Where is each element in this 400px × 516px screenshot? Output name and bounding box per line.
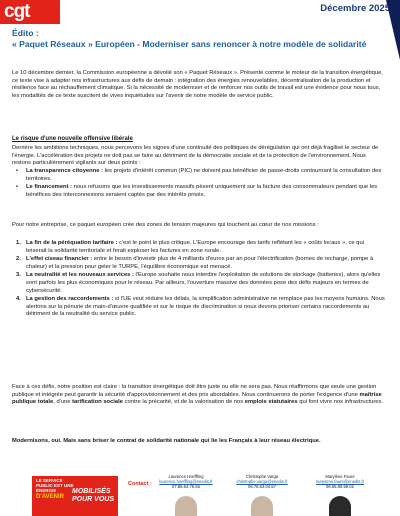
list-item: [12, 184, 386, 199]
numbered-list: [12, 240, 386, 320]
item-number: 3.: [16, 272, 21, 279]
campaign-logo: [32, 476, 118, 516]
contact-phone: 06.65.89.59.02: [326, 484, 354, 490]
issue-date: Décembre 2025: [320, 3, 390, 14]
item-title: L'effet ciseau financier :: [26, 256, 93, 263]
bullet-list: [12, 168, 386, 200]
section-title: Le risque d'une nouvelle offensive libérale: [12, 136, 133, 142]
list-item: [12, 240, 386, 255]
campaign-line-2: D'AVENIR: [36, 494, 64, 500]
contact-label: Contact :: [128, 481, 152, 487]
header: [0, 0, 400, 24]
final-statement: Modernisons, oui. Mais sans briser le contrat de solidarité nationale qui lie les Français à leur réseau électrique.: [12, 438, 321, 444]
intro-paragraph: Le 10 décembre dernier, la Commission européenne a dévoilé son « Paquet Réseaux ». Présenté comme le moteur de la transition énergétique, ce texte vise à adapter nos infrastructures aux défis de demain : intégration des énergies renouvelables, décentralisation de la production et résilience face au réchauffement climatique. Si la nécessité de moderniser et de renforcer nos outils de travail est une évidence pour nous tous, les modalités de ce texte suscitent de vives inquiétudes sur l'avenir de notre modèle de service public.: [12, 70, 383, 99]
list-item: [12, 168, 386, 183]
contact-name: Christophe Varga: [245, 474, 279, 479]
avatar: [175, 496, 197, 516]
contact-card: [146, 474, 226, 490]
edito-heading: [12, 28, 372, 49]
contact-name: Marylène Faure: [325, 474, 355, 479]
item-text: l'Europe souhaite nous interdire l'exploitation de solutions de stockage (batteries), alors qu'elles sont parfois les plus économiques pour le réseau. Par ailleurs, l'ouverture massive des données pose des défis majeurs en termes de cybersécurité.: [26, 272, 381, 294]
item-title: La gestion des raccordements :: [26, 296, 114, 303]
bullet-marker: •: [16, 184, 19, 191]
item-title: La transparence citoyenne :: [26, 168, 103, 174]
item-text: c'est le point le plus critique. L'Europe encourage des tarifs reflétant les « coûts locaux », ce qui briserait la solidarité territoriale et ferait exploser les factures en zone rurale.: [26, 240, 364, 254]
closing-text: , d'une: [53, 399, 73, 406]
closing-paragraph: [12, 384, 386, 407]
item-text: si l'UE veut réduire les délais, la simplification administrative ne remplace pas les moyens humains. Nous alertons sur la pénurie de main-d'œuvre qualifiée et sur le risque de discrimination si nous devons prioriser certains raccordements au détriment de la neutralité du service public.: [26, 296, 385, 318]
campaign-line-1: LE SERVICE PUBLIC EST UNE ÉNERGIE: [36, 478, 74, 493]
campaign-line-3: MOBILISÉS POUR VOUS: [72, 488, 115, 503]
corner-decoration: [386, 0, 400, 60]
item-title: Le financement :: [26, 184, 73, 191]
closing-text: Face à ces défis, notre position est claire : la transition énergétique doit être juste ou elle ne sera pas. Nous réaffirmons que seule une gestion publique et intégrée peut garantir la sécurité d'approvisionnement et des prix abordables. Nous continuerons de porter l'exigence d'une: [12, 384, 377, 398]
closing-text: contre la précarité, et de la valorisation de nos: [122, 399, 245, 406]
closing-text: qui font vivre nos infrastructures.: [297, 399, 384, 406]
contact-email[interactable]: laurence.hoeffling@enedis.fr: [159, 479, 213, 485]
edito-title: « Paquet Réseaux » Européen - Moderniser sans renoncer à notre modèle de solidarité: [12, 38, 367, 49]
closing-emphasis: maîtrise publique totale: [12, 391, 382, 406]
contact-email[interactable]: marylene.faure@enedis.fr: [315, 479, 365, 485]
contact-card: [222, 474, 302, 490]
bullet-marker: •: [16, 168, 19, 174]
item-number: 1.: [16, 240, 21, 246]
closing-emphasis: tarification sociale: [72, 399, 123, 406]
list-item: [12, 296, 386, 319]
item-number: 4.: [16, 296, 21, 303]
contact-phone: 07.85.54.76.55: [172, 484, 200, 490]
item-text: nous refusons que les investissements massifs pèsent uniquement sur la facture des consommateurs pendant que les bénéfices des interconnexions seraient captés par des intérêts privés.: [26, 184, 378, 198]
avatar: [329, 496, 351, 516]
contact-email[interactable]: christophe.varga@enedis.fr: [236, 479, 288, 485]
avatar: [251, 496, 273, 516]
item-title: La neutralité et les nouveaux services :: [26, 272, 134, 279]
edito-label: Édito :: [12, 28, 39, 38]
item-title: La fin de la péréquation tarifaire :: [26, 240, 118, 246]
item-text: entre le besoin d'investir plus de 4 milliards d'euros par an pour l'électrification (bornes de recharge, pompe à chaleur) et la pression pour geler le TURPE, l'équilibre économique est menacé.: [26, 256, 374, 270]
contact-card: [300, 474, 380, 490]
list-item: [12, 272, 386, 295]
contact-name: Laurence Hoeffling: [168, 474, 204, 479]
list-item: [12, 256, 386, 271]
cgt-logo: cgt: [0, 0, 60, 24]
contact-phone: 06.78.63.04.57: [248, 484, 276, 490]
section-paragraph: Pour notre entreprise, ce paquet européen crée des zones de tension majeures qui touchent au cœur de nos missions :: [12, 222, 319, 228]
item-number: 2.: [16, 256, 21, 263]
section-paragraph: Derrière les ambitions techniques, nous percevons les signes d'une continuité des politiques de dérégulation qui ont déjà fragilisé le secteur de l'énergie. L'accélération des projets ne doit pas se faire au détriment de la démocratie sociale et de la protection de l'environnement. Nous restons particulièrement vigilants sur deux points :: [12, 145, 379, 167]
item-text: les projets d'intérêt commun (PIC) ne doivent pas bénéficier de passe-droits contournant la consultation des territoires.: [26, 168, 382, 182]
closing-emphasis: emplois statutaires: [244, 399, 298, 406]
